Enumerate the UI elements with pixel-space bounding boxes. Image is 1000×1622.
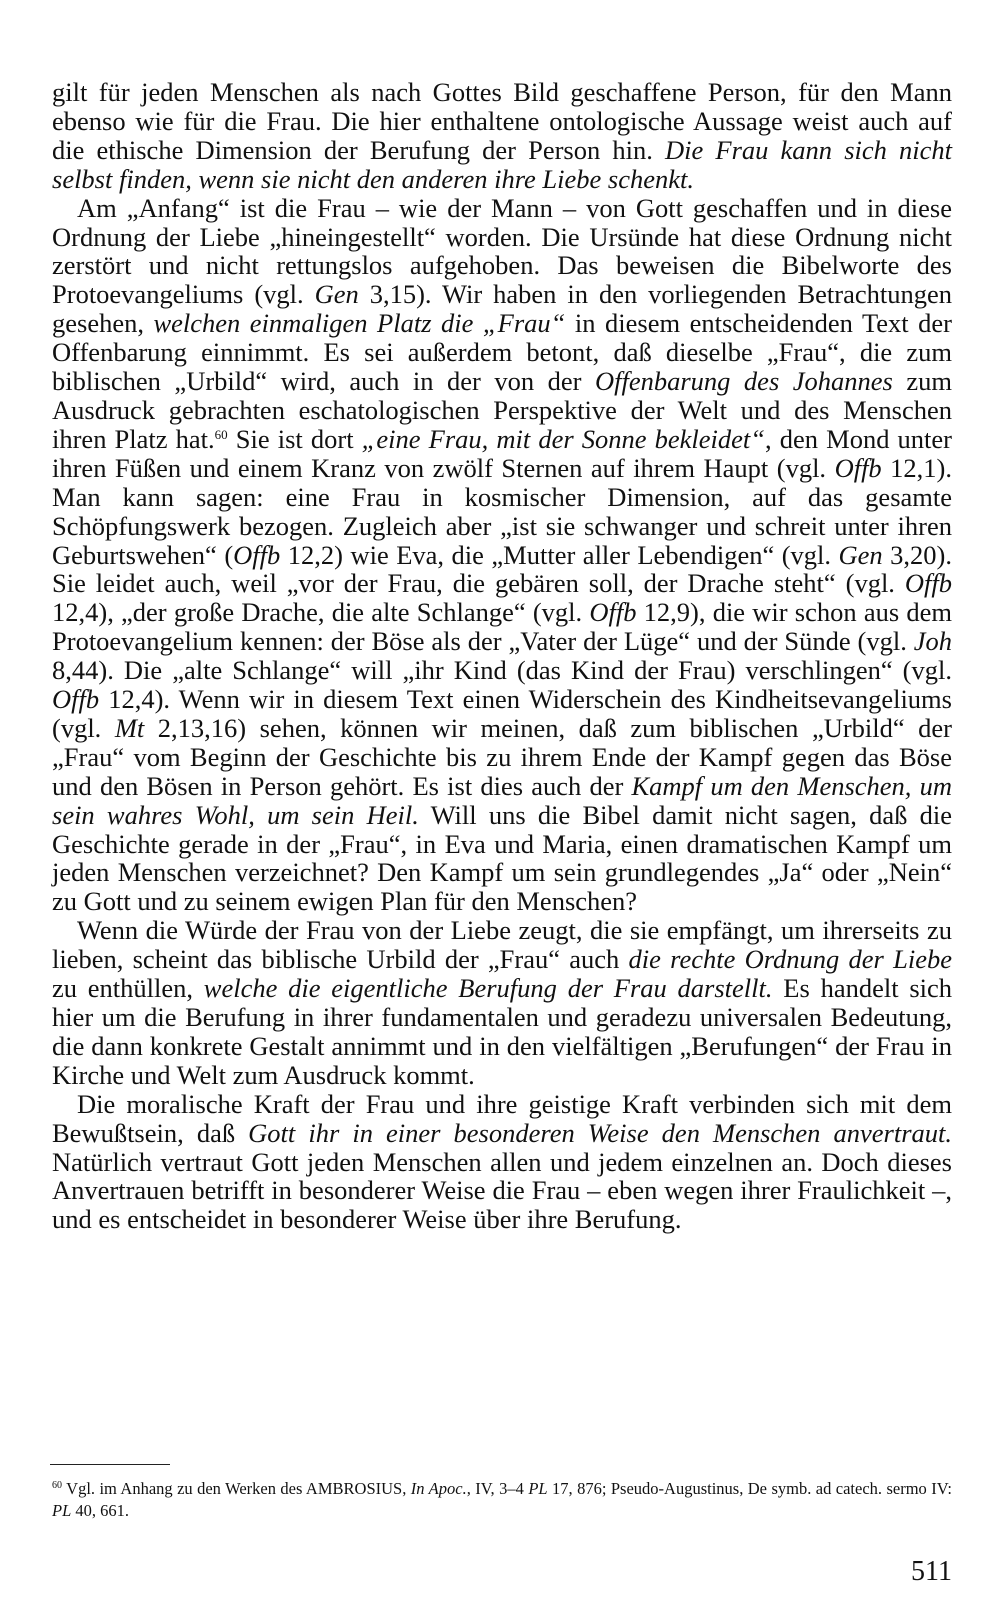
footnote-italic-text: PL <box>528 1479 548 1498</box>
paragraph-4 <box>52 1090 952 1235</box>
text-run: 3,20). Sie leidet auch, weil „vor der Frau, die gebären soll, der Drache steht“ (vgl. <box>52 539 953 599</box>
italic-text: Joh <box>913 626 952 657</box>
text-run: zu enthüllen, <box>52 973 204 1004</box>
footnote-text-run: 40, 661. <box>71 1501 130 1520</box>
italic-text: Gen <box>314 279 359 310</box>
text-run: Am „Anfang“ ist die Frau – wie der Mann – von Gott geschaffen und in diese Ordnung der Liebe „hineingestellt“ worden. Die Ursünde hat diese Ordnung nicht zerstört und nicht rettungslos aufgehoben. Das beweisen die Bibelworte des Protoevangeliums (vgl. <box>52 192 952 310</box>
footnote-number: 60 <box>52 1480 62 1491</box>
italic-text: Die Frau kann sich nicht selbst finden, wenn sie nicht den anderen ihre Liebe schenkt. <box>52 134 953 194</box>
paragraph-1 <box>52 78 952 194</box>
text-run: Sie ist dort <box>227 423 362 454</box>
text-run: gilt für jeden Menschen als nach Gottes Bild geschaffene Person, für den Mann ebenso wie für die Frau. Die hier enthaltene ontologische Aussage weist auch auf die ethische Dimension der Berufung der Person hin. <box>52 77 952 165</box>
italic-text: die rechte Ordnung der Liebe <box>628 944 952 975</box>
footnote-italic-text: In Apoc. <box>410 1479 467 1498</box>
italic-text: Offb <box>589 597 637 628</box>
text-run: 3,15). Wir haben in den vorliegenden Betrachtungen gesehen, <box>52 279 952 339</box>
italic-text: welchen einmaligen Platz die „Frau“ <box>153 308 566 339</box>
text-run: zum Ausdruck gebrachten eschatologischen Perspektive der Welt und des Menschen ihren Platz hat. <box>52 366 952 454</box>
text-run: 8,44). Die „alte Schlange“ will „ihr Kind (das Kind der Frau) verschlingen“ (vgl. <box>52 655 952 686</box>
italic-text: Offenbarung des Johannes <box>594 366 893 397</box>
italic-text: Gott ihr in einer besonderen Weise den Menschen anvertraut. <box>248 1117 952 1148</box>
text-run: in diesem entscheidenden Text der Offenbarung einnimmt. Es sei außerdem betont, daß dieselbe „Frau“, die zum biblischen „Urbild“ wird, auch in der von der <box>52 308 952 397</box>
footnote <box>52 1478 952 1522</box>
footnote-text-run: , IV, 3–4 <box>466 1479 529 1498</box>
italic-text: Gen <box>838 539 883 570</box>
text-run: , den Mond unter ihren Füßen und einem Kranz von zwölf Sternen auf ihrem Haupt (vgl. <box>52 423 952 483</box>
text-run: 12,4), „der große Drache, die alte Schlange“ (vgl. <box>52 597 590 628</box>
text-run: 12,9), die wir schon aus dem Protoevangelium kennen: der Böse als der „Vater der Lüge“ und der Sünde (vgl. <box>52 597 952 657</box>
footnote-text-run: 17, 876; Pseudo-Augustinus, De symb. ad catech. sermo IV: <box>547 1479 953 1498</box>
italic-text: Offb <box>233 539 281 570</box>
paragraph-3 <box>52 916 952 1089</box>
italic-text: Offb <box>904 568 952 599</box>
text-run: Natürlich vertraut Gott jeden Menschen allen und jedem einzelnen an. Doch dieses Anvertrauen betrifft in besonderer Weise die Frau – eben wegen ihrer Fraulichkeit –, und es entscheidet in besonderer Weise über ihre Berufung. <box>52 1146 952 1235</box>
text-run: 2,13,16) sehen, können wir meinen, daß zum biblischen „Urbild“ der „Frau“ vom Beginn der Geschichte bis zu ihrem Ende der Kampf gegen das Böse und den Bösen in Person gehört. Es ist dies auch der <box>52 712 952 801</box>
italic-text: welche die eigentliche Berufung der Frau darstellt. <box>203 973 773 1004</box>
italic-text: Kampf um den Menschen, um sein wahres Wohl, um sein Heil. <box>52 770 952 830</box>
italic-text: Mt <box>114 712 145 743</box>
text-run: Es handelt sich hier um die Berufung in ihrer fundamentalen und geradezu universalen Bedeutung, die dann konkrete Gestalt annimmt und in den vielfältigen „Berufungen“ der Frau in Kirche und Welt zum Ausdruck kommt. <box>52 973 953 1090</box>
text-run: Die moralische Kraft der Frau und ihre geistige Kraft verbinden sich mit dem Bewußtsein, daß <box>52 1088 952 1148</box>
text-run: Will uns die Bibel damit nicht sagen, daß die Geschichte gerade in der „Frau“, in Eva und Maria, einen dramatischen Kampf um jeden Menschen verzeichnet? Den Kampf um sein grundlegendes „Ja“ oder „Nein“ zu Gott und zu seinem ewigen Plan für den Menschen? <box>52 799 952 917</box>
page-body <box>52 78 952 1234</box>
footnote-rule <box>50 1464 170 1465</box>
italic-text: „eine Frau, mit der Sonne bekleidet“ <box>361 423 766 454</box>
paragraph-2 <box>52 194 952 917</box>
text-run: 12,4). Wenn wir in diesem Text einen Widerschein des Kindheitsevangeliums (vgl. <box>52 684 952 743</box>
footnote-text-run: Vgl. im Anhang zu den Werken des AMBROSIUS, <box>66 1479 411 1498</box>
footnote-italic-text: PL <box>52 1501 72 1520</box>
text-run: 12,1). Man kann sagen: eine Frau in kosmischer Dimension, auf das gesamte Schöpfungswerk bezogen. Zugleich aber „ist sie schwanger und schreit unter ihren Geburtswehen“ ( <box>52 452 953 570</box>
italic-text: Offb <box>52 684 100 715</box>
text-run: 12,2) wie Eva, die „Mutter aller Lebendigen“ (vgl. <box>280 539 839 570</box>
text-run: Wenn die Würde der Frau von der Liebe zeugt, die sie empfängt, um ihrerseits zu lieben, scheint das biblische Urbild der „Frau“ auch <box>52 915 952 975</box>
page-number: 511 <box>911 1556 952 1587</box>
footnote-text <box>52 1479 952 1520</box>
italic-text: Offb <box>834 452 882 483</box>
footnote-reference: 60 <box>214 426 228 442</box>
